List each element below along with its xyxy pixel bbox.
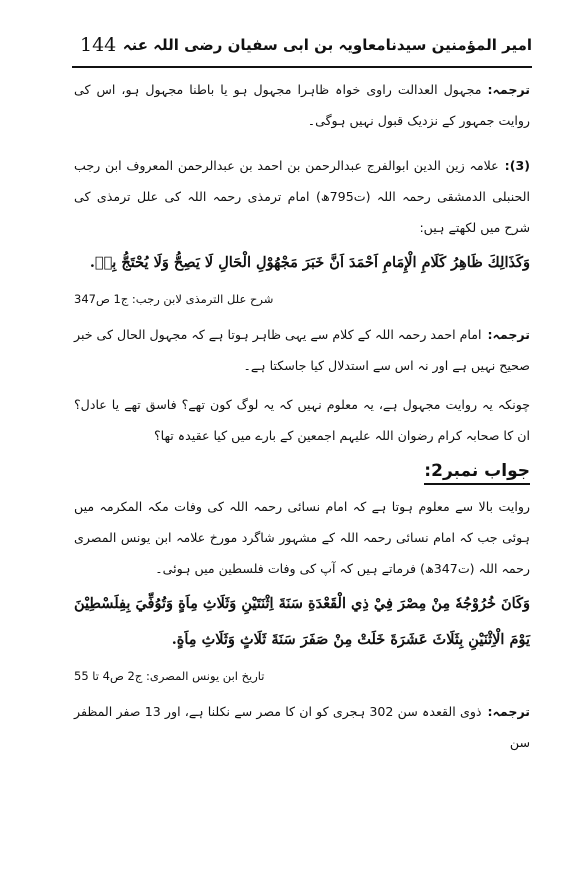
- translation-paragraph: [74, 74, 530, 136]
- translation-label: ترجمہ:: [487, 82, 530, 97]
- subheading: جواب نمبر2:: [424, 461, 530, 485]
- source-citation: شرح علل الترمذی لابن رجب: ج1 ص347: [74, 292, 274, 306]
- item-number: (3):: [504, 158, 530, 173]
- arabic-quote: وَكَذَالِكَ ظَاهِرُ كَلَامِ الْإِمَامِ اَحْمَدَ اَنَّ خَبَرَ مَجْهُوْلِ الْحَالِ لَا يَصِحُّ وَلَا يُحْتَجُّ بِهٖ.: [89, 254, 530, 271]
- source-citation: تاریخ ابن یونس المصری: ج2 ص4 تا 55: [74, 669, 265, 683]
- page-body: [74, 74, 530, 758]
- translation-label: ترجمہ:: [487, 704, 531, 719]
- header-rule: [72, 66, 532, 68]
- translation-label: ترجمہ:: [487, 327, 530, 342]
- header-title: امیر المؤمنین سیدنامعاویہ بن ابی سفیان رضی اللہ عنہ: [122, 36, 532, 54]
- subheading-wrap: [74, 451, 530, 491]
- arabic-quote: وَكَانَ خُرُوْجُهٗ مِنْ مِصْرَ فِيْ ذِي الْقَعْدَةِ سَنَةَ اِثْنَتَيْنِ وَثَلَاثِ مِاَةٍ وَتُوُفِّيَ بِفِلَسْطِيْنَ يَوْمَ الْاِثْنَيْنِ بِثَلَاثَ عَشَرَةَ خَلَتْ مِنْ صَفَرَ سَنَةَ ثَلَاثٍ وَثَلَاثِ مِاَةٍ.: [74, 595, 530, 648]
- page-number: 144: [80, 34, 117, 56]
- paragraph-text: امام احمد رحمہ اللہ کے کلام سے یہی ظاہر ہوتا ہے کہ مجہول الحال کی خبر صحیح نہیں ہے اور نہ اس سے استدلال کیا جاسکتا ہے۔: [74, 327, 530, 373]
- paragraph-text: مجہول العدالت راوی خواہ ظاہرا مجہول ہو یا باطنا مجہول ہو، اس کی روایت جمہور کے نزدیک قبول نہیں ہوگی۔: [74, 82, 530, 128]
- paragraph-text: ذوی القعدہ سن 302 ہجری کو ان کا مصر سے نکلنا ہے، اور 13 صفر المظفر سن: [74, 704, 530, 750]
- paragraph-text: علامہ زین الدین ابوالفرج عبدالرحمن بن احمد بن عبدالرحمن المعروف ابن رجب الحنبلی الدمشقی رحمہ اللہ (ت795ھ) امام ترمذی رحمہ اللہ کی علل ترمذی کی شرح میں لکھتے ہیں:: [74, 158, 530, 235]
- paragraph: روایت بالا سے معلوم ہوتا ہے کہ امام نسائی رحمہ اللہ کی وفات مکہ المکرمہ میں ہوئی جب کہ امام نسائی رحمہ اللہ کے مشہور شاگرد مورخ علامہ ابن یونس المصری رحمہ اللہ (ت347ھ) فرماتے ہیں کہ آپ کی وفات فلسطین میں ہوئی۔: [74, 499, 530, 576]
- running-header: [72, 30, 532, 64]
- translation-paragraph: [74, 319, 530, 381]
- translation-paragraph: [74, 696, 530, 758]
- paragraph: چونکہ یہ روایت مجہول ہے، یہ معلوم نہیں کہ یہ لوگ کون تھے؟ فاسق تھے یا عادل؟ ان کا صحابہ کرام رضوان اللہ علیہم اجمعین کے بارے میں کیا عقیدہ تھا؟: [74, 397, 530, 443]
- numbered-paragraph: [74, 150, 530, 243]
